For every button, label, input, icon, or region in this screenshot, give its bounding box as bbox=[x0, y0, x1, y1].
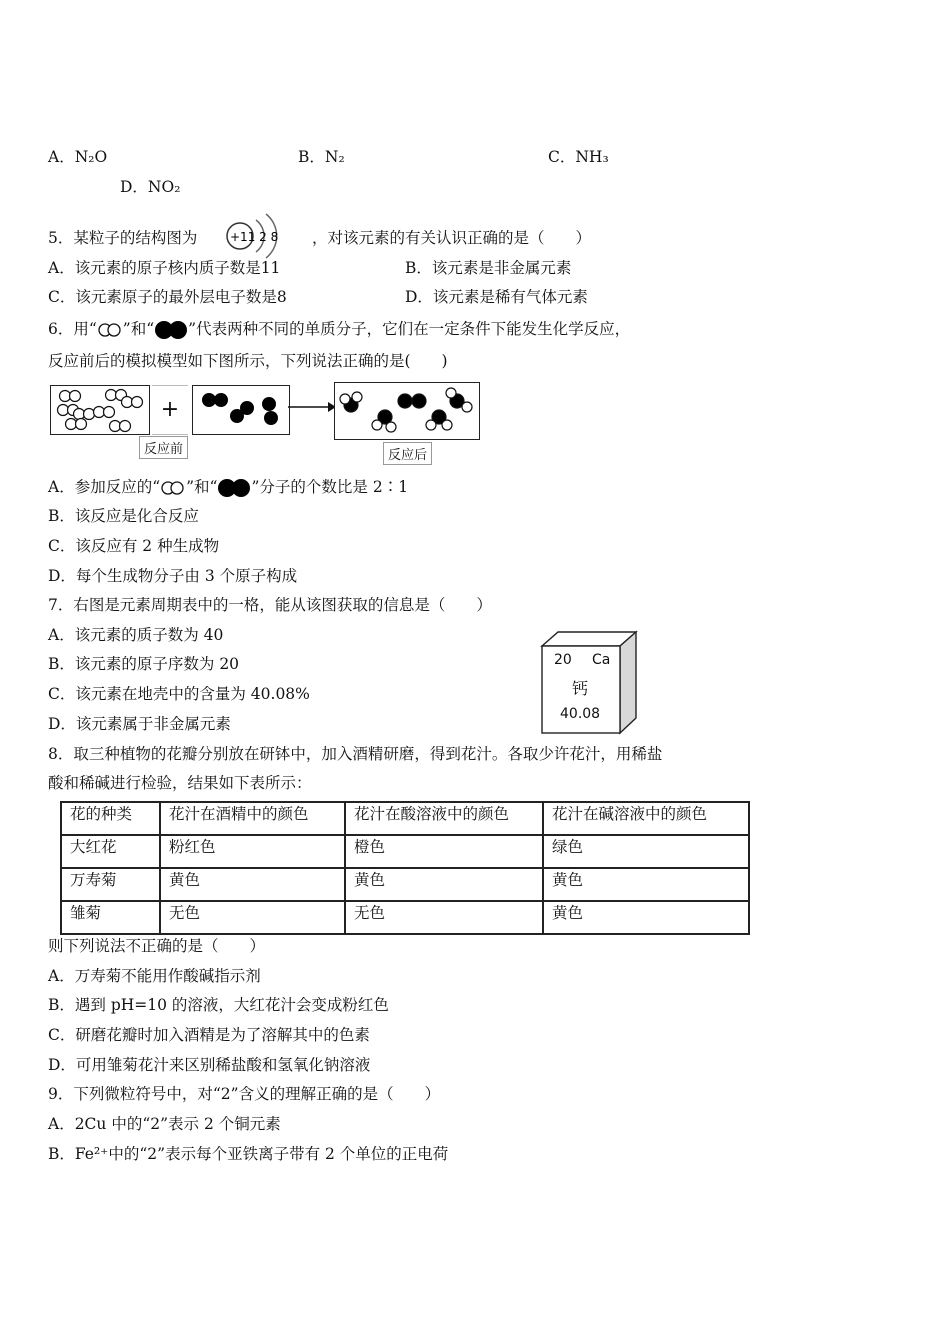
q7-stem: 7．右图是元素周期表中的一格，能从该图获取的信息是（ ） bbox=[48, 596, 492, 614]
table-cell: 大红花 bbox=[61, 835, 160, 868]
black-molecules-group bbox=[193, 386, 289, 434]
atom-diagram-text: +11 2 8 bbox=[230, 230, 279, 244]
q6-stem-part-b: ”和“ bbox=[122, 320, 155, 338]
q6-option-b: B．该反应是化合反应 bbox=[48, 507, 199, 525]
q8-option-c: C．研磨花瓣时加入酒精是为了溶解其中的色素 bbox=[48, 1026, 370, 1044]
q8-option-d: D．可用雏菊花汁来区别稀盐酸和氢氧化钠溶液 bbox=[48, 1056, 371, 1074]
reactant-black-box bbox=[192, 385, 290, 435]
product-molecules-group bbox=[335, 383, 479, 439]
q4-option-b: B．N₂ bbox=[298, 148, 345, 166]
label-before-reaction: 反应前 bbox=[139, 436, 188, 459]
q5-option-b: B．该元素是非金属元素 bbox=[405, 259, 572, 277]
q6-option-d: D．每个生成物分子由 3 个原子构成 bbox=[48, 567, 298, 585]
white-molecules-group bbox=[51, 386, 149, 434]
reactant-white-box bbox=[50, 385, 150, 435]
atomic-number: 20 bbox=[554, 652, 572, 668]
q5-option-d: D．该元素是稀有气体元素 bbox=[405, 288, 588, 306]
q4-option-d: D．NO₂ bbox=[120, 178, 181, 196]
white-molecule-icon bbox=[97, 322, 123, 338]
table-row bbox=[61, 835, 749, 868]
table-cell: 黄色 bbox=[160, 868, 345, 901]
table-row bbox=[61, 868, 749, 901]
q5-stem-end: ，对该元素的有关认识正确的是（ ） bbox=[312, 229, 592, 247]
table-cell: 万寿菊 bbox=[61, 868, 160, 901]
q8-question: 则下列说法不正确的是（ ） bbox=[48, 937, 266, 955]
q6-stem-line1 bbox=[48, 318, 630, 340]
q9-option-a: A．2Cu 中的“2”表示 2 个铜元素 bbox=[48, 1115, 281, 1133]
q5-stem-start: 5．某粒子的结构图为 bbox=[48, 229, 198, 247]
white-molecule-icon bbox=[160, 480, 186, 496]
q9-stem: 9．下列微粒符号中，对“2”含义的理解正确的是（ ） bbox=[48, 1085, 441, 1103]
product-box bbox=[334, 382, 480, 440]
plus-sign: + bbox=[160, 397, 180, 422]
element-name: 钙 bbox=[572, 679, 589, 698]
reaction-arrow-icon bbox=[288, 400, 336, 414]
q4-option-c: C．NH₃ bbox=[548, 148, 609, 166]
q6-stem-part-c: ”代表两种不同的单质分子，它们在一定条件下能发生化学反应， bbox=[188, 320, 631, 338]
q6-stem-part-a: 6．用“ bbox=[48, 320, 97, 338]
q6-option-a-part3: ”分子的个数比是 2∶1 bbox=[251, 478, 409, 496]
q6-stem-line2: 反应前后的模拟模型如下图所示，下列说法正确的是( ) bbox=[48, 352, 448, 370]
table-header-cell: 花汁在碱溶液中的颜色 bbox=[543, 802, 749, 835]
q7-option-b: B．该元素的原子序数为 20 bbox=[48, 655, 240, 673]
q8-option-a: A．万寿菊不能用作酸碱指示剂 bbox=[48, 967, 261, 985]
black-molecule-icon bbox=[217, 478, 251, 498]
table-header-row bbox=[61, 802, 749, 835]
q6-option-a bbox=[48, 476, 408, 498]
q7-option-d: D．该元素属于非金属元素 bbox=[48, 715, 231, 733]
table-cell: 橙色 bbox=[345, 835, 543, 868]
table-cell: 黄色 bbox=[345, 868, 543, 901]
q8-option-b: B．遇到 pH=10 的溶液，大红花汁会变成粉红色 bbox=[48, 996, 389, 1014]
label-after-reaction: 反应后 bbox=[383, 442, 432, 465]
q9-option-b: B．Fe²⁺中的“2”表示每个亚铁离子带有 2 个单位的正电荷 bbox=[48, 1145, 449, 1163]
q7-option-c: C．该元素在地壳中的含量为 40.08% bbox=[48, 685, 310, 703]
element-symbol: Ca bbox=[592, 652, 611, 668]
plus-box bbox=[152, 385, 188, 435]
table-header-cell: 花汁在酸溶液中的颜色 bbox=[345, 802, 543, 835]
table-cell: 雏菊 bbox=[61, 901, 160, 934]
table-cell: 黄色 bbox=[543, 901, 749, 934]
q6-option-c: C．该反应有 2 种生成物 bbox=[48, 537, 220, 555]
q7-option-a: A．该元素的质子数为 40 bbox=[48, 626, 224, 644]
q4-option-a: A．N₂O bbox=[48, 148, 108, 166]
table-cell: 黄色 bbox=[543, 868, 749, 901]
q6-option-a-part2: ”和“ bbox=[186, 478, 218, 496]
q5-option-a: A．该元素的原子核内质子数是11 bbox=[48, 259, 281, 277]
table-cell: 粉红色 bbox=[160, 835, 345, 868]
table-header-cell: 花汁在酒精中的颜色 bbox=[160, 802, 345, 835]
q8-stem-line2: 酸和稀碱进行检验，结果如下表所示： bbox=[48, 774, 312, 792]
table-header-cell: 花的种类 bbox=[61, 802, 160, 835]
table-cell: 绿色 bbox=[543, 835, 749, 868]
periodic-table-cell bbox=[540, 630, 638, 735]
flower-indicator-table bbox=[60, 801, 750, 935]
table-cell: 无色 bbox=[160, 901, 345, 934]
table-row bbox=[61, 901, 749, 934]
black-molecule-icon bbox=[154, 320, 188, 340]
q5-option-c: C．该元素原子的最外层电子数是8 bbox=[48, 288, 287, 306]
atom-structure-diagram bbox=[222, 208, 292, 264]
atomic-mass: 40.08 bbox=[560, 706, 601, 722]
q8-stem-line1: 8．取三种植物的花瓣分别放在研钵中，加入酒精研磨，得到花汁。各取少许花汁，用稀盐 bbox=[48, 745, 663, 763]
q6-option-a-part1: A．参加反应的“ bbox=[48, 478, 161, 496]
table-cell: 无色 bbox=[345, 901, 543, 934]
